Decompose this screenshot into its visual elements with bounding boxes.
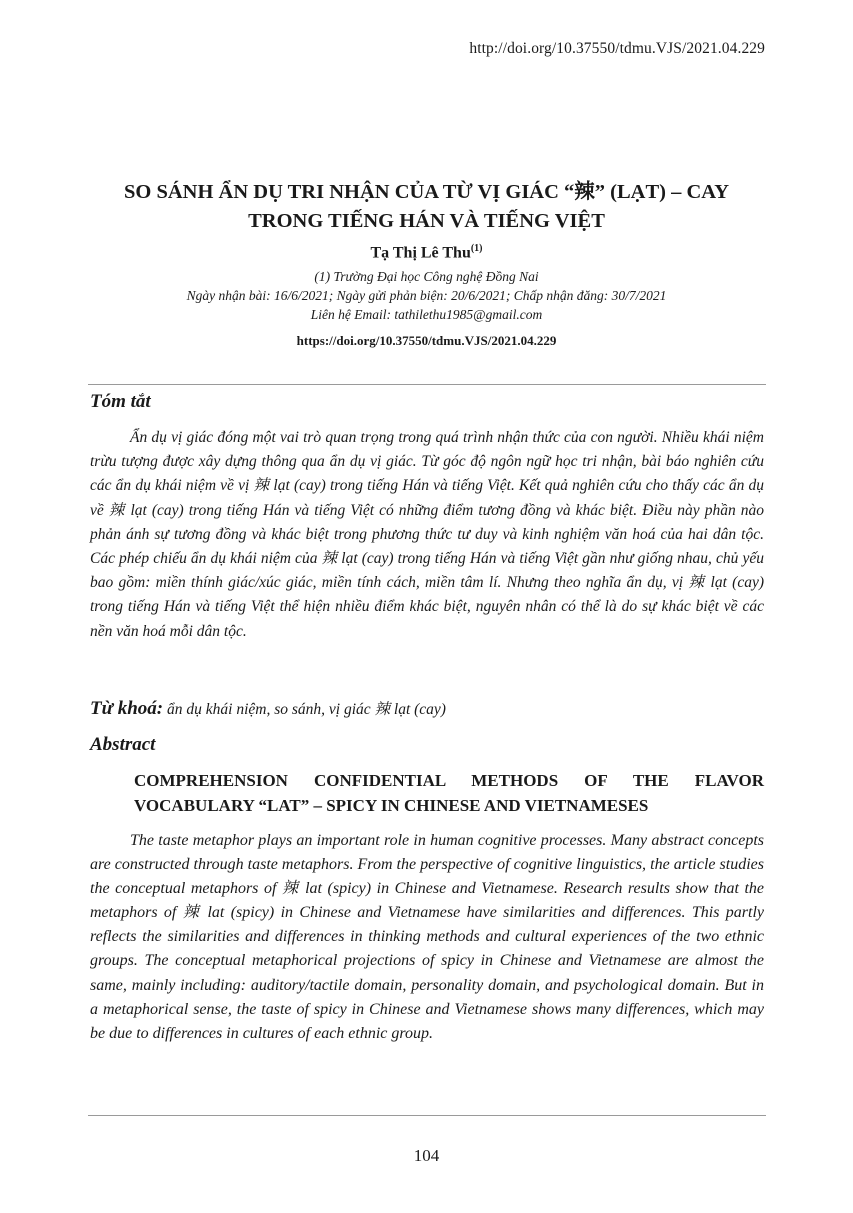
header-doi-link[interactable]: http://doi.org/10.37550/tdmu.VJS/2021.04.229 bbox=[469, 40, 765, 57]
keywords-text: ẩn dụ khái niệm, so sánh, vị giác 辣 lạt (cay) bbox=[167, 701, 446, 718]
article-title-line-1: SO SÁNH ẨN DỤ TRI NHẬN CỦA TỪ VỊ GIÁC “辣” (LẠT) – CAY bbox=[123, 181, 730, 203]
english-title-line-1: COMPREHENSION CONFIDENTIAL METHODS OF THE FLAVOR bbox=[134, 771, 764, 790]
bottom-divider bbox=[88, 1115, 766, 1116]
author-line bbox=[0, 243, 853, 262]
keywords-line bbox=[90, 697, 446, 720]
author-affiliation-marker: (1) bbox=[470, 243, 483, 254]
article-doi-link[interactable]: https://doi.org/10.37550/tdmu.VJS/2021.04.229 bbox=[296, 333, 557, 348]
tomtat-heading: Tóm tắt bbox=[90, 391, 151, 412]
article-title bbox=[70, 178, 783, 236]
author-name: Tạ Thị Lê Thu bbox=[370, 244, 471, 262]
english-title-line-2: VOCABULARY “LAT” – SPICY IN CHINESE AND VIETNAMESES bbox=[134, 796, 649, 815]
page-number: 104 bbox=[413, 1146, 440, 1165]
contact-email[interactable]: Liên hệ Email: tathilethu1985@gmail.com bbox=[310, 307, 543, 322]
submission-dates: Ngày nhận bài: 16/6/2021; Ngày gửi phản biện: 20/6/2021; Chấp nhận đăng: 30/7/2021 bbox=[186, 288, 667, 303]
article-title-line-2: TRONG TIẾNG HÁN VÀ TIẾNG VIỆT bbox=[248, 210, 605, 232]
author-affiliation: (1) Trường Đại học Công nghệ Đồng Nai bbox=[314, 269, 539, 284]
keywords-label: Từ khoá: bbox=[90, 698, 164, 719]
abstract-heading: Abstract bbox=[90, 734, 156, 755]
tomtat-body: Ẩn dụ vị giác đóng một vai trò quan trọng trong quá trình nhận thức của con người. Nhiều khái niệm trừu tượng được xây dựng thông qua ẩn dụ vị giác. Từ góc độ ngôn ngữ học tri nhận, bài báo nghiên cứu các ẩn dụ khái niệm về vị 辣 lạt (cay) trong tiếng Hán và tiếng Việt. Kết quả nghiên cứu cho thấy các ẩn dụ về 辣 lạt (cay) trong tiếng Hán và tiếng Việt có những điểm tương đồng và khác biệt. Điều này phần nào phản ánh sự tương đồng và khác biệt trong phương thức tư duy và kinh nghiệm văn hoá của hai dân tộc. Các phép chiếu ẩn dụ khái niệm của 辣 lạt (cay) trong tiếng Hán và tiếng Việt gần như giống nhau, chủ yếu bao gồm: miền thính giác/xúc giác, miền tính cách, miền tâm lí. Nhưng theo nghĩa ẩn dụ, vị 辣 lạt (cay) trong tiếng Hán và tiếng Việt thể hiện nhiều điểm khác biệt, nguyên nhân có thể là do sự khác biệt về các nền văn hoá mỗi dân tộc. bbox=[90, 429, 764, 640]
english-title bbox=[134, 768, 764, 818]
abstract-body: The taste metaphor plays an important role in human cognitive processes. Many abstract concepts are constructed through taste metaphors. From the perspective of cognitive linguistics, the article studies the conceptual metaphors of 辣 lat (spicy) in Chinese and Vietnamese. Research results show that the metaphors of 辣 lat (spicy) in Chinese and Vietnamese have similarities and differences. This partly reflects the similarities and differences in thinking methods and cultural experiences of the two ethnic groups. The conceptual metaphorical projections of spicy in Chinese and Vietnamese are almost the same, mainly including: auditory/tactile domain, personality domain, and psychological domain. But in a metaphorical sense, the taste of spicy in Chinese and Vietnamese shows many differences, which may be due to differences in cultures of each ethnic group. bbox=[90, 832, 764, 1042]
top-divider bbox=[88, 384, 766, 385]
